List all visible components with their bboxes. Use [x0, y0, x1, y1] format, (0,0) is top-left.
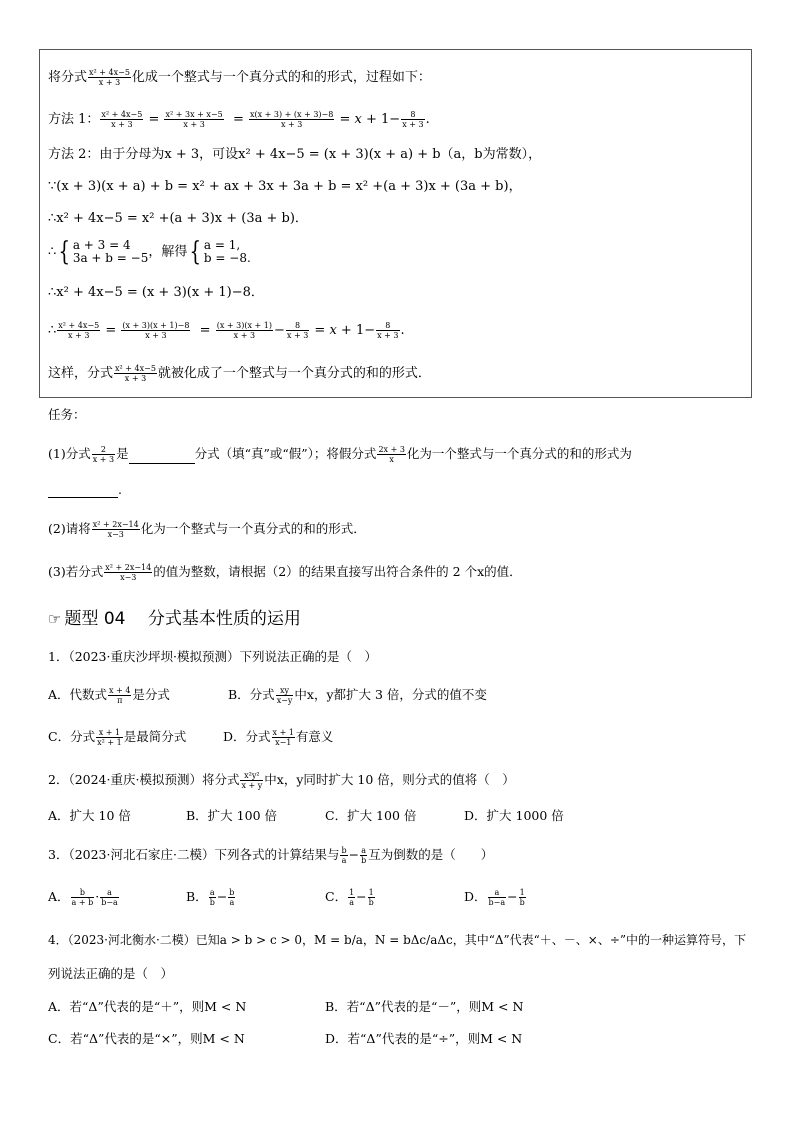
system-solution: [204, 239, 251, 265]
text: 化为一个整式与一个真分式的和的形式．: [140, 521, 366, 536]
text: D．: [464, 889, 487, 904]
q3-option-b[interactable]: B． $\frac{a}{b}$ − $\frac{b}{a}$: [186, 888, 235, 907]
q2-option-a[interactable]: A．扩大 10 倍: [48, 808, 131, 823]
eq: a + 3 = 4: [72, 238, 131, 252]
fraction: $\frac{\text{x² + 3x + x−5}}{x + 3}$: [165, 110, 223, 129]
fraction: $\frac{\text{x²y²}}{x + y}$: [241, 771, 263, 790]
text: 是分式: [132, 687, 170, 702]
fraction: $\frac{a}{b}$: [361, 846, 367, 865]
sol: a = 1,: [203, 238, 241, 252]
fraction: $\frac{1}{b}$: [368, 888, 374, 907]
section-title: 题型 04 分式基本性质的运用: [64, 609, 301, 629]
question-4-line-1: 4．（2023·河北衡水·二模）已知a > b > c > 0，M = b/a，N = bΔc/aΔc，其中“Δ”代表“＋、－、×、÷”中的一种运算符号，下: [48, 933, 747, 947]
fraction: $\frac{x + 1}{\text{x² + 1}}$: [97, 728, 122, 747]
fraction: $\frac{\text{x² + 4x−5}}{x + 3}$: [115, 364, 156, 383]
step-2: ∴x² + 4x−5 = x² +(a + 3)x + (3a + b)．: [48, 211, 308, 226]
box-final-line: [48, 364, 431, 383]
q4-option-d[interactable]: D．若“Δ”代表的是“÷”，则M < N: [325, 1031, 523, 1046]
fraction: $\frac{b}{a}$: [229, 888, 235, 907]
question-1: 1．（2023·重庆沙坪坝·模拟预测）下列说法正确的是（ ）: [48, 649, 377, 664]
answer-blank[interactable]: [129, 463, 195, 464]
text: ，解得: [148, 244, 188, 260]
task-3: [48, 563, 522, 582]
fraction: $\frac{\text{x² + 2x−14}}{x-3}$: [92, 520, 139, 539]
text: D．分式: [223, 729, 271, 744]
step-3: ∴x² + 4x−5 = (x + 3)(x + 1)−8．: [48, 285, 264, 300]
q2-option-c[interactable]: C．扩大 100 倍: [325, 808, 417, 823]
fraction: $\frac{a}{b-a}$: [101, 888, 118, 907]
fraction: $\frac{a}{b}$: [209, 888, 215, 907]
text: 2．（2024·重庆·模拟预测）将分式: [48, 772, 240, 787]
fraction: $\frac{2x + 3}{x}$: [378, 445, 405, 464]
text: C．: [325, 889, 348, 904]
fraction: $\frac{b}{a + b}$: [71, 888, 94, 907]
fraction: $\frac{\text{x² + 4x−5}}{x + 3}$: [89, 68, 130, 87]
method-2-line: 方法 2：由于分母为x + 3，可设x² + 4x−5 = (x + 3)(x + a) + b（a，b为常数），: [48, 147, 542, 162]
text: (2)请将: [48, 521, 91, 536]
q2-option-b[interactable]: B．扩大 100 倍: [186, 808, 277, 823]
text: C．分式: [48, 729, 96, 744]
q4-option-b[interactable]: B．若“Δ”代表的是“－”，则M < N: [325, 999, 524, 1014]
fraction: $\frac{8}{x + 3}$: [286, 321, 309, 340]
fraction: $\frac{x + 1}{x-1}$: [272, 728, 294, 747]
fraction: $\frac{8}{x + 3}$: [377, 321, 399, 340]
text: 化为一个整式与一个真分式的和的形式为: [406, 446, 632, 461]
fraction: $\frac{a}{b-a}$: [488, 888, 506, 907]
text: 是: [116, 446, 129, 461]
text: B．: [186, 889, 208, 904]
text: 分式（填“真”或“假”）；将假分式: [194, 446, 377, 461]
text: .: [118, 482, 122, 497]
text: A．代数式: [48, 687, 108, 702]
fraction: $\frac{\text{x² + 2x−14}}{x-3}$: [105, 563, 152, 582]
sol: b = −8.: [203, 251, 251, 265]
eq: 3a + b = −5: [72, 251, 149, 265]
q3-option-c[interactable]: C． $\frac{1}{a}$ − $\frac{1}{b}$: [325, 888, 374, 907]
question-4-line-2: 列说法正确的是（ ）: [48, 966, 174, 981]
fraction: $\frac{(x + 3)(x + 1)}{x + 3}$: [216, 321, 272, 340]
text: 有意义: [295, 729, 334, 744]
tasks-title: 任务：: [48, 407, 86, 422]
q4-option-c[interactable]: C．若“Δ”代表的是“×”，则M < N: [48, 1031, 245, 1046]
text: 互为倒数的是（ ）: [368, 847, 494, 862]
equation-system: [48, 239, 251, 265]
question-2: [48, 771, 515, 790]
fraction: $\frac{x(x + 3) + (x + 3)-8}{x + 3}$: [249, 110, 334, 129]
task-1-blank-line: [48, 482, 122, 498]
box-line-1: [48, 68, 431, 87]
fraction: $\frac{1}{b}$: [519, 888, 525, 907]
method-1-line: 方法 1： $\frac{\text{x² + 4x−5}}{x + 3}$ = $\frac{\text{x² + 3x + x−5}}{x + 3}$ = $\frac{x(x + 3) + (x + 3)-8}{x + 3}$ = x + 1− $\frac{8}{x + 3}$ .: [48, 110, 430, 129]
text: (1)分式: [48, 446, 91, 461]
section-heading: [48, 604, 301, 629]
q3-option-a[interactable]: A． $\frac{b}{a + b}$ · $\frac{a}{b-a}$: [48, 888, 118, 907]
brace-icon: {: [189, 237, 202, 267]
text: 将分式: [48, 70, 88, 85]
text: 化成一个整式与一个真分式的和的形式，过程如下：: [131, 70, 431, 85]
brace-icon: {: [58, 237, 71, 267]
text: A．: [48, 889, 70, 904]
fraction: $\frac{xy}{x-y}$: [276, 686, 293, 705]
fraction: $\frac{8}{x + 3}$: [402, 110, 424, 129]
method-1-label: 方法 1：: [48, 112, 100, 127]
text: B．分式: [228, 687, 275, 702]
text: 这样，分式: [48, 366, 114, 381]
q3-option-d[interactable]: D． $\frac{a}{b-a}$ − $\frac{1}{b}$: [464, 888, 525, 907]
q4-option-a[interactable]: A．若“Δ”代表的是“＋”，则M < N: [48, 999, 247, 1014]
step-1: ∵(x + 3)(x + a) + b = x² + ax + 3x + 3a + b = x² +(a + 3)x + (3a + b)，: [48, 179, 522, 194]
text: 中x，y都扩大 3 倍，分式的值不变: [294, 687, 487, 702]
fraction: $\frac{\text{x² + 4x−5}}{x + 3}$: [58, 321, 100, 340]
question-3: 3．（2023·河北石家庄·二模）下列各式的计算结果与 $\frac{b}{a}$ − $\frac{a}{b}$ 互为倒数的是（ ）: [48, 846, 494, 865]
task-1: [48, 445, 632, 464]
step-4: ∴ $\frac{\text{x² + 4x−5}}{x + 3}$ = $\frac{(x + 3)(x + 1)-8}{x + 3}$ = $\frac{(x + 3)(x + 1)}{x + 3}$ − $\frac{8}{x + 3}$ = x + 1− $\frac{8}{x + 3}$ .: [48, 321, 405, 340]
q1-option-b[interactable]: [228, 686, 487, 705]
text: 就被化成了一个整式与一个真分式的和的形式．: [157, 366, 431, 381]
q1-option-c[interactable]: [48, 728, 186, 747]
text: 的值为整数，请根据（2）的结果直接写出符合条件的 2 个x的值．: [153, 564, 522, 579]
fraction: $\frac{b}{a}$: [341, 846, 347, 865]
system-equations: [73, 239, 149, 265]
q2-option-d[interactable]: D．扩大 1000 倍: [464, 808, 564, 823]
answer-blank[interactable]: [48, 497, 118, 498]
text: 3．（2023·河北石家庄·二模）下列各式的计算结果与: [48, 847, 340, 862]
pointing-hand-icon: ☞: [48, 610, 62, 628]
fraction: $\frac{\text{x² + 4x−5}}{x + 3}$: [101, 110, 143, 129]
task-2: [48, 520, 366, 539]
therefore-symbol: ∴: [48, 244, 57, 260]
q1-option-d[interactable]: [223, 728, 333, 747]
text: (3)若分式: [48, 564, 104, 579]
fraction: $\frac{x + 4}{\pi}$: [109, 686, 131, 705]
text: 中x，y同时扩大 10 倍，则分式的值将（ ）: [264, 772, 515, 787]
fraction: $\frac{2}{x + 3}$: [92, 445, 115, 464]
fraction: $\frac{(x + 3)(x + 1)-8}{x + 3}$: [122, 321, 190, 340]
text: 是最简分式: [123, 729, 187, 744]
q1-option-a[interactable]: [48, 686, 170, 705]
fraction: $\frac{1}{a}$: [349, 888, 355, 907]
